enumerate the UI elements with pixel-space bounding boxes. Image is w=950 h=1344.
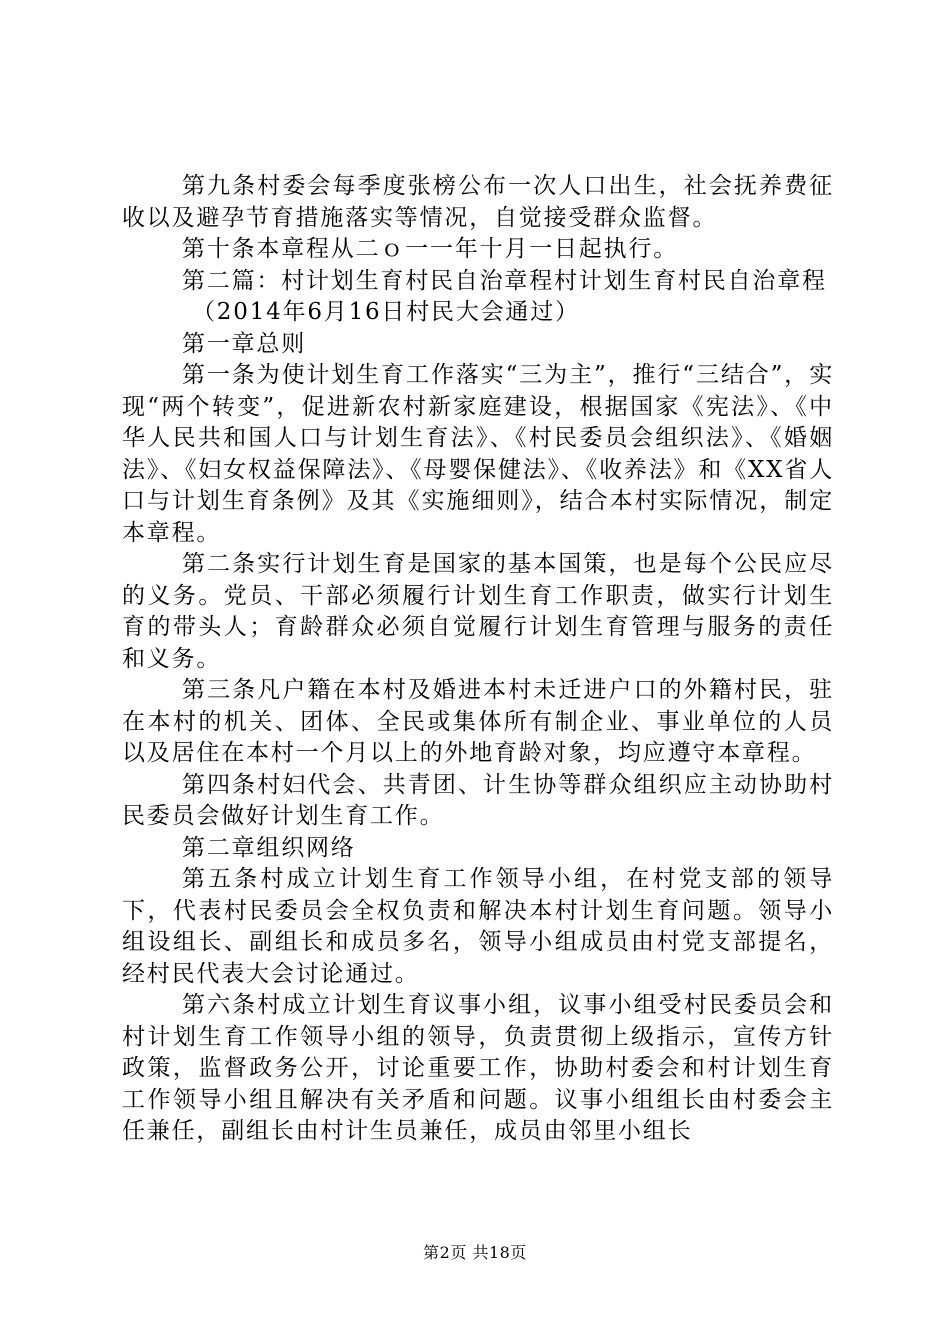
article-9-paragraph: 第九条村委会每季度张榜公布一次人口出生，社会抚养费征收以及避孕节育措施落实等情况，自觉接受群众监督。 (122, 173, 834, 231)
article-5-paragraph: 第五条村成立计划生育工作领导小组，在村党支部的领导下，代表村民委员会全权负责和解决本村计划生育问题。领导小组设组长、副组长和成员多名，领导小组成员由村党支部提名，经村民代表大会讨论通过。 (122, 866, 834, 987)
chapter-2-heading: 第二章组织网络 (182, 834, 356, 861)
section-title: 第二篇：村计划生育村民自治章程村计划生育村民自治章程 (182, 267, 827, 294)
article-2-paragraph: 第二条实行计划生育是国家的基本国策，也是每个公民应尽的义务。党员、干部必须履行计划生育工作职责，做实行计划生育的带头人；育龄群众必须自觉履行计划生育管理与服务的责任和义务。 (122, 551, 834, 672)
article-10-paragraph: 第十条本章程从二ｏ一一年十月一日起执行。 (182, 236, 678, 262)
article-4-paragraph: 第四条村妇代会、共青团、计生协等群众组织应主动协助村民委员会做好计划生育工作。 (122, 771, 834, 829)
adoption-date: （2014年6月16日村民大会通过） (192, 299, 580, 325)
article-3-paragraph: 第三条凡户籍在本村及婚进本村未迁进户口的外籍村民，驻在本村的机关、团体、全民或集体所有制企业、事业单位的人员以及居住在本村一个月以上的外地育龄对象，均应遵守本章程。 (122, 677, 834, 766)
chapter-1-heading: 第一章总则 (182, 330, 306, 357)
article-1-paragraph: 第一条为使计划生育工作落实“三为主”，推行“三结合”，实现“两个转变”，促进新农村新家庭建设，根据国家《宪法》、《中华人民共和国人口与计划生育法》、《村民委员会组织法》、《婚姻法》、《妇女权益保障法》、《母婴保健法》、《收养法》和《XX省人口与计划生育条例》及其《实施细则》，结合本村实际情况，制定本章程。 (122, 362, 834, 546)
article-6-paragraph: 第六条村成立计划生育议事小组，议事小组受村民委员会和村计划生育工作领导小组的领导，负责贯彻上级指示，宣传方针政策，监督政务公开，讨论重要工作，协助村委会和村计划生育工作领导小组且解决有关矛盾和问题。议事小组组长由村委会主任兼任，副组长由村计生员兼任，成员由邻里小组长 (122, 992, 834, 1144)
page-number-footer: 第2页 共18页 (423, 1243, 527, 1262)
document-body (122, 171, 834, 1148)
